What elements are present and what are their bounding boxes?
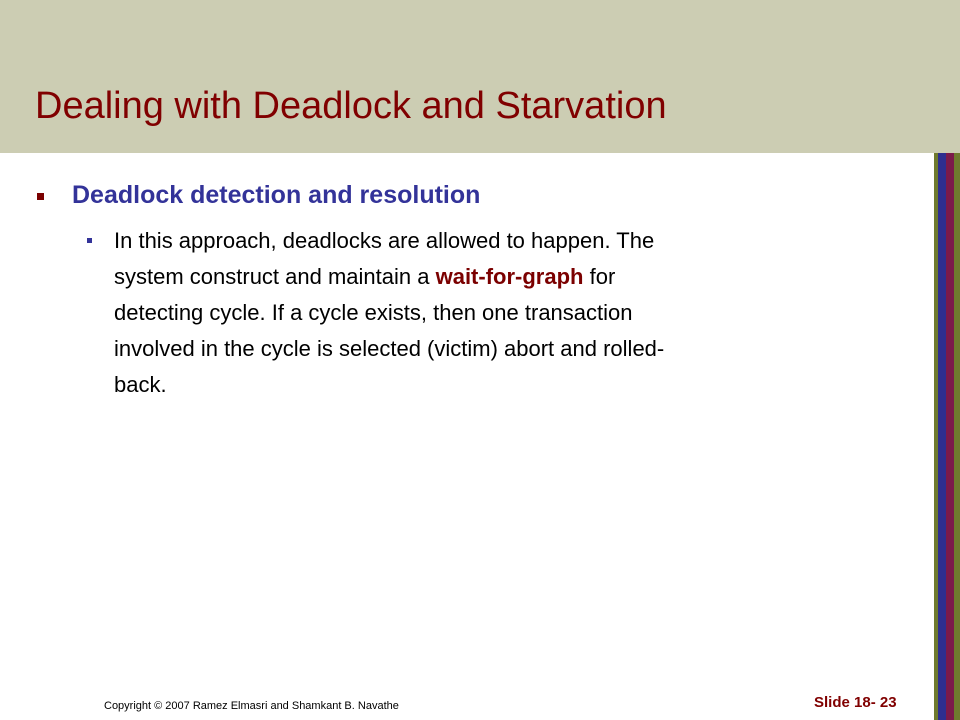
body-text-segment: for bbox=[583, 264, 616, 289]
body-line: In this approach, deadlocks are allowed to happen. The bbox=[114, 228, 655, 253]
slide-title: Dealing with Deadlock and Starvation bbox=[35, 85, 667, 127]
decorative-stripe-olive-outer bbox=[954, 153, 960, 720]
body-line: detecting cycle. If a cycle exists, then one transaction bbox=[114, 300, 633, 325]
decorative-stripe-maroon bbox=[946, 153, 954, 720]
body-text-segment: system construct and maintain a bbox=[114, 264, 436, 289]
body-line: back. bbox=[114, 372, 167, 397]
bullet-body-text bbox=[114, 223, 854, 403]
body-line: involved in the cycle is selected (victim) abort and rolled- bbox=[114, 336, 665, 361]
bullet-heading: Deadlock detection and resolution bbox=[72, 181, 481, 209]
title-bar bbox=[0, 0, 960, 153]
decorative-stripe-blue bbox=[938, 153, 946, 720]
square-bullet-icon bbox=[37, 193, 44, 200]
emphasized-term: wait-for-graph bbox=[435, 264, 584, 289]
copyright-notice: Copyright © 2007 Ramez Elmasri and Shamkant B. Navathe bbox=[104, 700, 399, 712]
slide-number: Slide 18- 23 bbox=[814, 694, 897, 711]
square-sub-bullet-icon bbox=[87, 238, 92, 243]
body-line bbox=[114, 259, 854, 295]
